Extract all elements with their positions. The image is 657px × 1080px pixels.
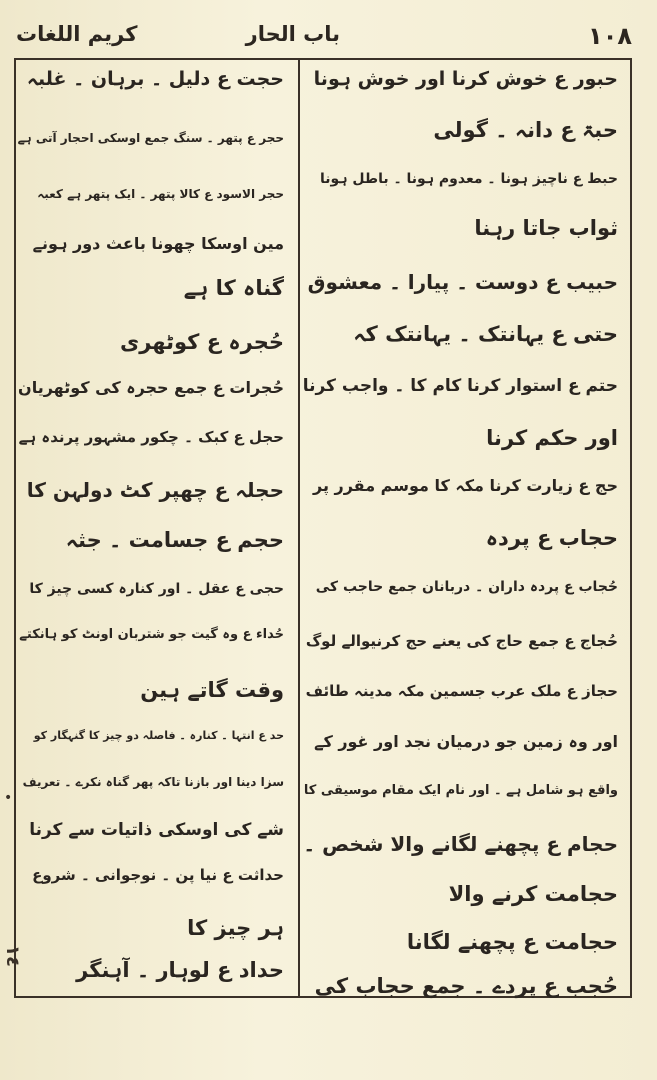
entry-line: اور وہ زمین جو درمیان نجد اور غور کے [314, 732, 618, 751]
entry-line: حبۃ ع دانہ ۔ گولی [433, 118, 618, 142]
entry-line: حجام ع پچھنے لگانے والا شخص ۔ [303, 832, 618, 856]
entry-line: حج ع زیارت کرنا مکہ کا موسم مقرر پر [312, 476, 618, 495]
column-divider [298, 60, 300, 996]
entry-line: ثواب جاتا رہنا [474, 216, 618, 240]
entry-line: حُجرہ ع کوٹھری [119, 330, 284, 354]
entry-line: شے کی اوسکی ذاتیات سے کرنا [29, 820, 284, 840]
entry-line: حبور ع خوش کرنا اور خوش ہونا [313, 68, 618, 90]
entry-line: حجت ع دلیل ۔ برہان ۔ غلبہ [26, 68, 284, 90]
entry-line: حجامت ع پچھنے لگانا [406, 930, 618, 954]
entry-line: حجامت کرنے والا [448, 882, 618, 906]
page-header [10, 18, 640, 58]
entry-line: حجی ع عقل ۔ اور کنارہ کسی چیز کا [29, 581, 284, 597]
margin-mark: ١٤ [2, 945, 23, 967]
entry-line: ہر چیز کا [187, 916, 284, 940]
entry-line: حجل ع کبک ۔ چکور مشہور پرندہ ہے [18, 428, 284, 446]
entry-line: حجر ع پتھر ۔ سنگ جمع اوسکی احجار آتی ہے [17, 131, 284, 145]
entry-line: سزا دینا اور بازنا تاکہ پھر گناہ نکرے ۔ تعریف [22, 775, 284, 789]
entry-line: حجاب ع پردہ [485, 526, 618, 550]
entry-line: واقع ہو شامل ہے ۔ اور نام ایک مقام موسیقی کا [303, 783, 618, 798]
entry-line: حجلہ ع چھپر کٹ دولہن کا [26, 478, 284, 502]
entry-line: حُجب ع پردے ۔ جمع حجاب کی [314, 974, 618, 998]
margin-dot: • [4, 790, 13, 806]
entry-line: حد ع انتہا ۔ کنارہ ۔ فاصلہ دو چیز کا گنہگار کو [33, 729, 284, 742]
entry-line: حبط ع ناچیز ہونا ۔ معدوم ہونا ۔ باطل ہونا [320, 171, 618, 187]
section-title: باب الحار [245, 22, 340, 46]
entry-line: حُجاج ع جمع حاج کی یعنے حج کرنیوالے لوگ [305, 632, 618, 650]
text-frame [14, 58, 632, 998]
page-number: ١٠٨ [588, 22, 632, 50]
entry-line: حجم ع جسامت ۔ جثہ [65, 528, 284, 552]
entry-line: وقت گاتے ہین [140, 678, 284, 702]
entry-line: اور حکم کرنا [486, 426, 618, 450]
entry-line: حتی ع یہانتک ۔ یہانتک کہ [353, 322, 618, 346]
entry-line: حُداء ع وہ گیت جو شتربان اونٹ کو ہانکتے [19, 627, 284, 642]
entry-line: حجر الاسود ع کالا پتھر ۔ ایک پتھر ہے کعبہ [37, 187, 284, 201]
entry-line: حداثت ع نیا پن ۔ نوجوانی ۔ شروع [32, 866, 284, 884]
entry-line: حتم ع استوار کرنا کام کا ۔ واجب کرنا [302, 376, 618, 396]
entry-line: گناہ کا ہے [183, 276, 284, 300]
entry-line: حبیب ع دوست ۔ پیارا ۔ معشوق [307, 270, 618, 294]
book-title: کریم اللغات [16, 22, 138, 46]
entry-line: مین اوسکا چھونا باعث دور ہونے [32, 234, 284, 253]
entry-line: حُجرات ع جمع حجرہ کی کوٹھریان [18, 378, 284, 397]
entry-line: حداد ع لوہار ۔ آہنگر [76, 958, 284, 982]
entry-line: حجاز ع ملک عرب جسمین مکہ مدینہ طائف [305, 682, 618, 700]
entry-line: حُجاب ع پردہ داران ۔ دربانان جمع حاجب کی [315, 579, 618, 595]
